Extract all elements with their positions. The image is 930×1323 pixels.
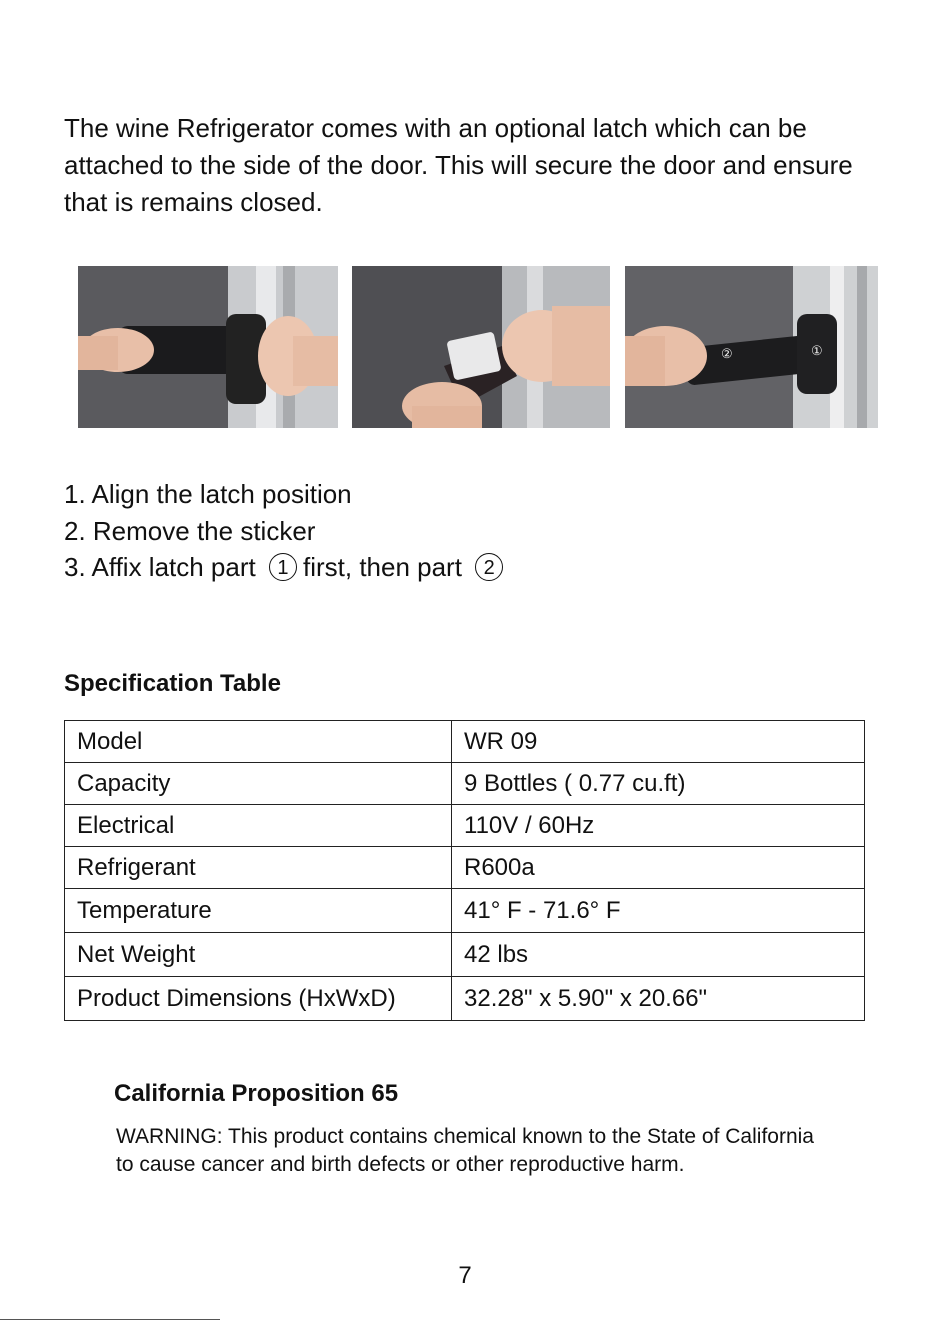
spec-value: 42 lbs [452, 933, 865, 977]
spec-label: Product Dimensions (HxWxD) [65, 977, 452, 1021]
part-1-marker: 1 [269, 553, 297, 581]
affix-latch-photo [625, 266, 878, 428]
latch-photo-strip [78, 266, 878, 428]
part-2-marker: 2 [475, 553, 503, 581]
remove-sticker-photo [352, 266, 610, 428]
spec-label: Net Weight [65, 933, 452, 977]
photo-marker-1: ① [811, 343, 823, 358]
table-row [65, 847, 865, 889]
spec-value: 41° F - 71.6° F [452, 889, 865, 933]
spec-value: 9 Bottles ( 0.77 cu.ft) [452, 763, 865, 805]
table-row [65, 977, 865, 1021]
spec-label: Refrigerant [65, 847, 452, 889]
step-3 [64, 549, 509, 586]
step-2: 2. Remove the sticker [64, 515, 316, 546]
spec-label: Electrical [65, 805, 452, 847]
spec-table [64, 720, 865, 1021]
footer-rule [0, 1319, 220, 1320]
spec-label: Capacity [65, 763, 452, 805]
table-row [65, 889, 865, 933]
spec-value: 110V / 60Hz [452, 805, 865, 847]
table-row [65, 805, 865, 847]
step-3-text-start: 3. Affix latch part [64, 552, 256, 582]
spec-value: WR 09 [452, 721, 865, 763]
page-number: 7 [458, 1262, 472, 1289]
intro-paragraph: The wine Refrigerator comes with an optional latch which can be attached to the side of the door. This will secure the door and ensure that is remains closed. [64, 113, 853, 217]
spec-label: Model [65, 721, 452, 763]
prop65-title: California Proposition 65 [114, 1080, 399, 1107]
align-latch-photo [78, 266, 338, 428]
step-1: 1. Align the latch position [64, 479, 352, 509]
instruction-steps [64, 476, 509, 586]
spec-table-title: Specification Table [64, 670, 281, 697]
prop65-warning: WARNING: This product contains chemical known to the State of California to cause cancer and birth defects or other reproductive harm. [116, 1125, 814, 1176]
spec-value: R600a [452, 847, 865, 889]
spec-value: 32.28" x 5.90" x 20.66" [452, 977, 865, 1021]
table-row [65, 933, 865, 977]
photo-marker-2: ② [721, 346, 733, 361]
table-row [65, 721, 865, 763]
table-row [65, 763, 865, 805]
step-3-text-mid: first, then part [302, 552, 462, 582]
spec-label: Temperature [65, 889, 452, 933]
